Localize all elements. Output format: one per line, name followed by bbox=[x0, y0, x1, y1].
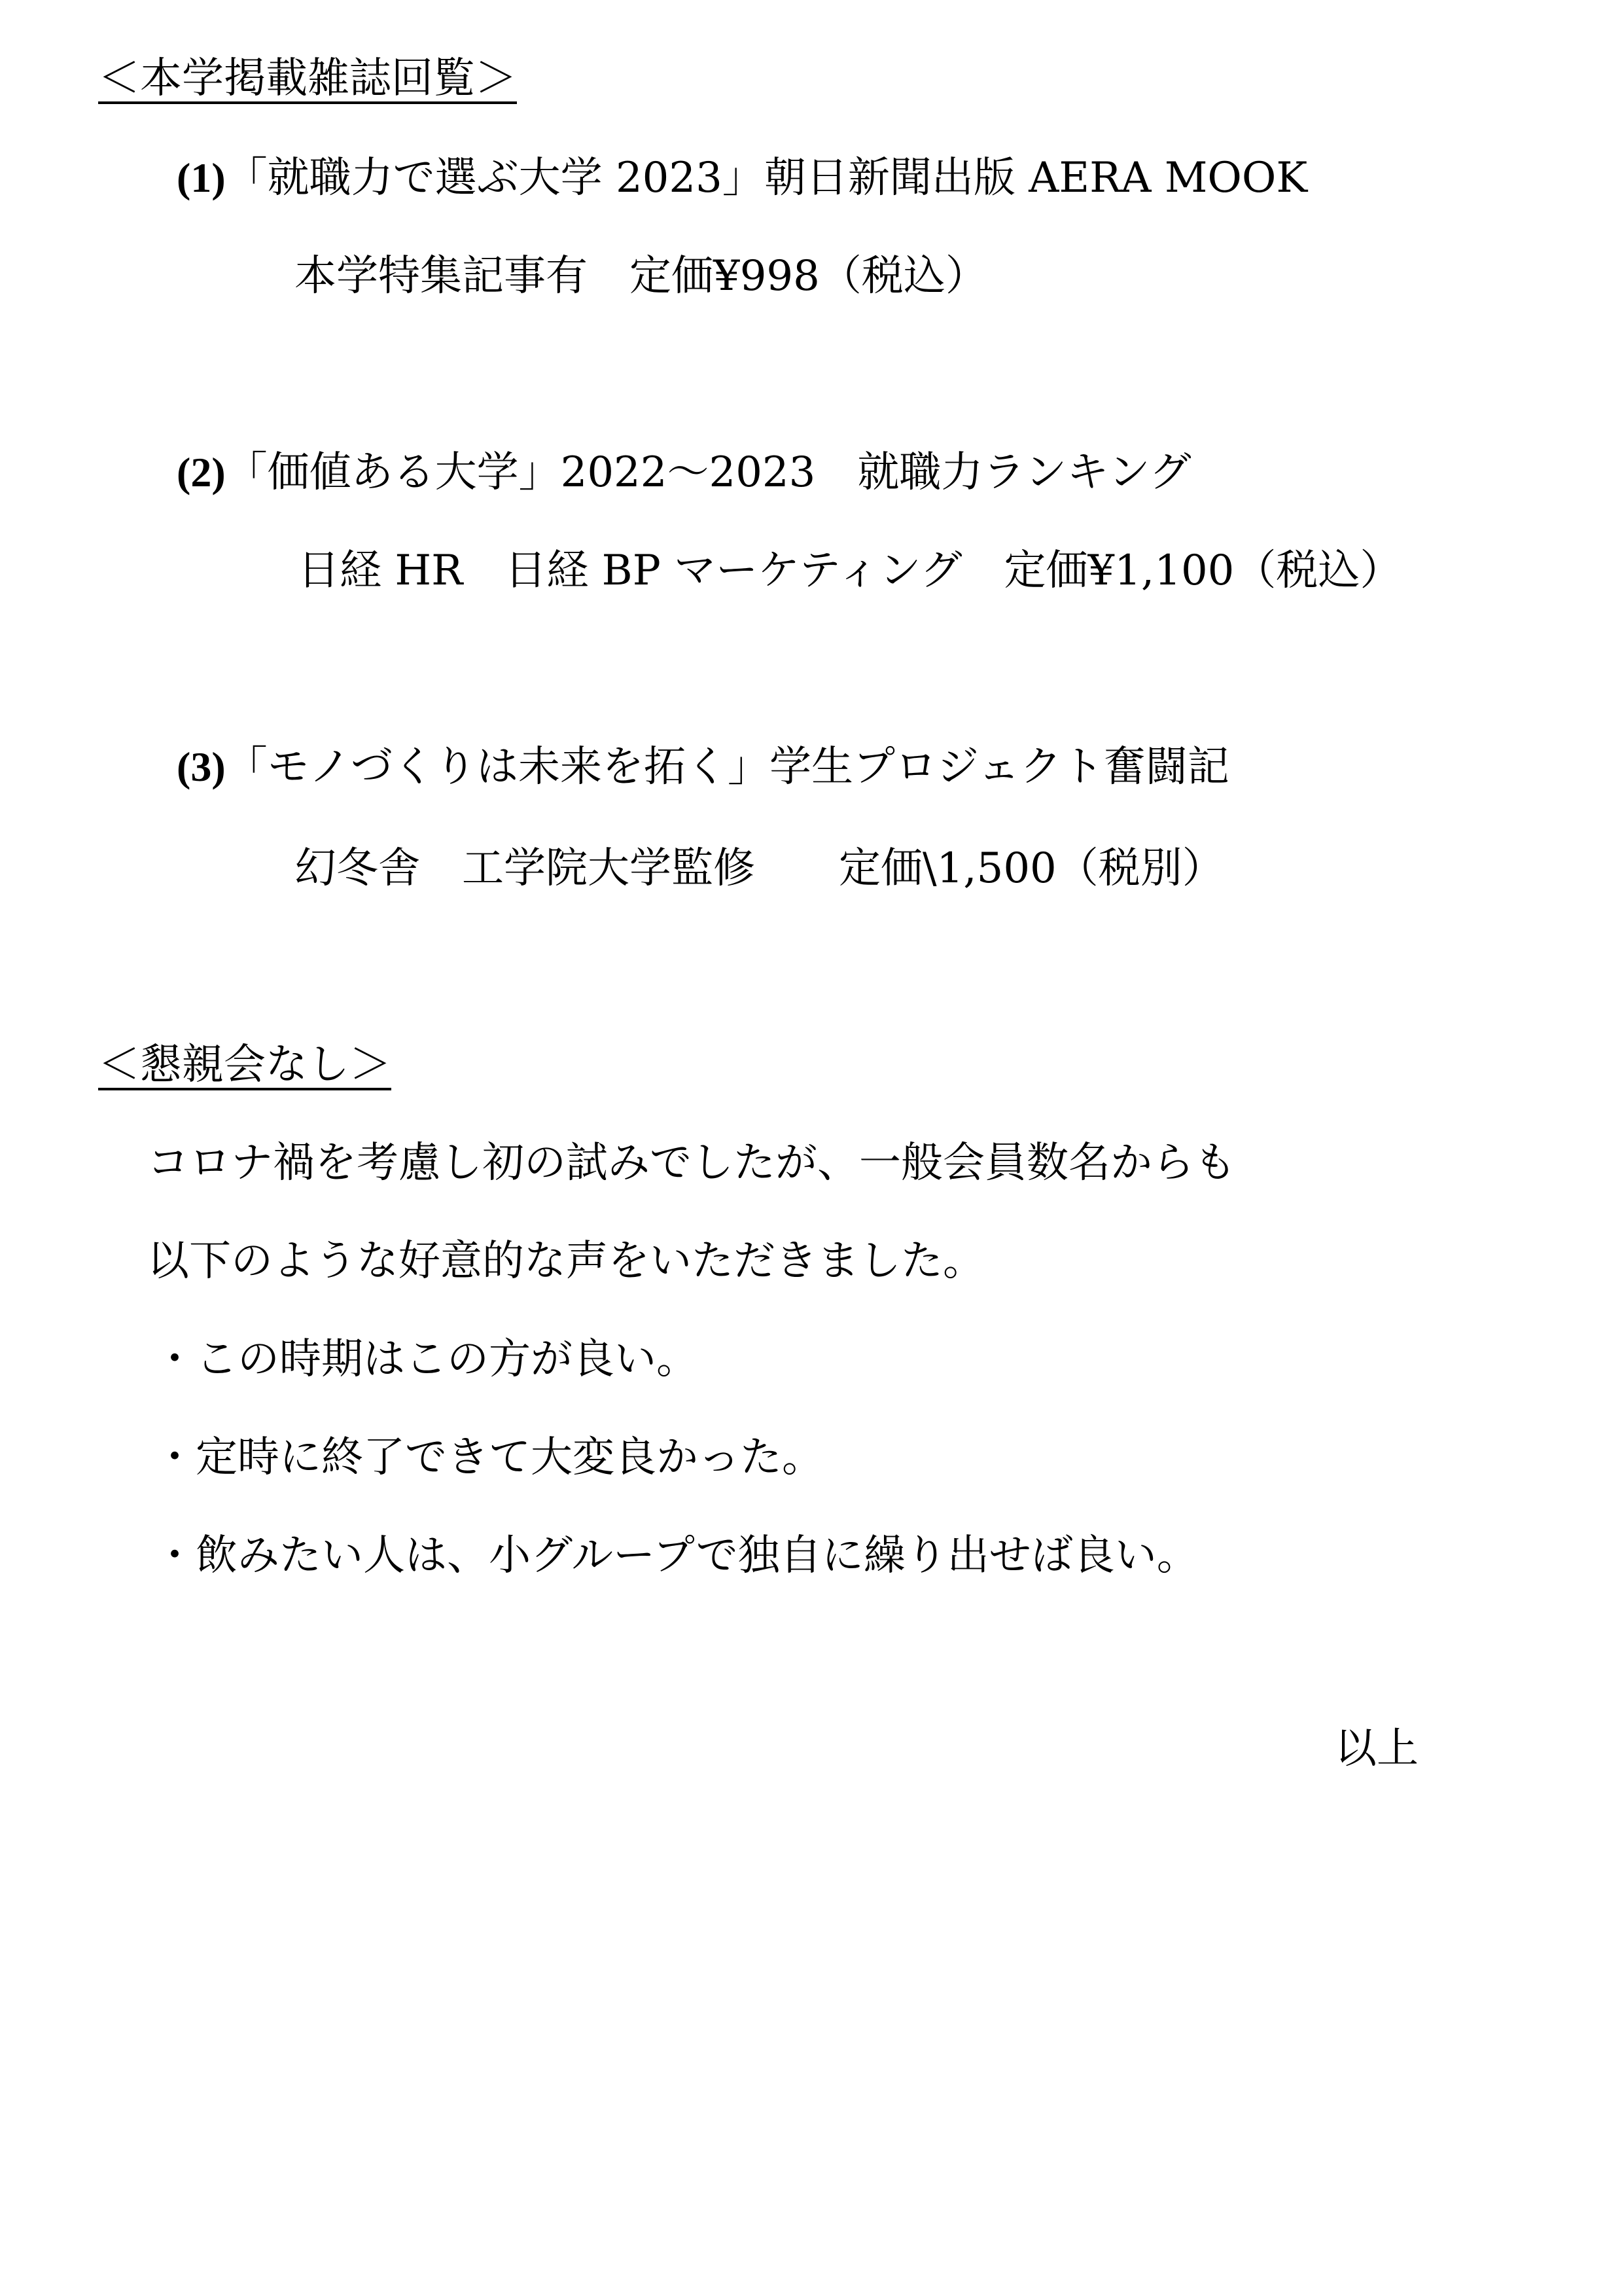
magazine-item-2 bbox=[177, 448, 1192, 497]
magazine-item-3 bbox=[177, 743, 1229, 791]
section-heading-party: ＜懇親会なし＞ bbox=[98, 1041, 391, 1089]
item-number: (1) bbox=[177, 154, 226, 201]
item-title: 「モノづくりは未来を拓く」学生プロジェクト奮闘記 bbox=[225, 743, 1229, 791]
bullet-item-3: ・飲みたい人は、小グループで独自に繰り出せば良い。 bbox=[154, 1532, 1199, 1580]
magazine-item-3-detail: 幻冬舎 工学院大学監修 定価\1,500（税別） bbox=[294, 844, 1224, 893]
magazine-item-1-detail: 本学特集記事有 定価¥998（税込） bbox=[294, 252, 987, 300]
magazine-item-1 bbox=[177, 154, 1308, 202]
item-number: (2) bbox=[177, 449, 226, 495]
bullet-item-2: ・定時に終了できて大変良かった。 bbox=[154, 1433, 824, 1482]
item-number: (3) bbox=[177, 744, 226, 790]
section-heading-magazines: ＜本学掲載雑誌回覧＞ bbox=[98, 54, 517, 103]
paragraph-line-1: コロナ禍を考慮し初の試みでしたが、一般会員数名からも bbox=[147, 1139, 1236, 1187]
item-title: 「価値ある大学」2022～2023 就職力ランキング bbox=[225, 448, 1192, 497]
paragraph-line-2: 以下のような好意的な声をいただきました。 bbox=[147, 1237, 985, 1285]
magazine-item-2-detail: 日経 HR 日経 BP マーケティング 定価¥1,100（税込） bbox=[298, 547, 1402, 595]
bullet-item-1: ・この時期はこの方が良い。 bbox=[154, 1335, 698, 1384]
closing-text: 以上 bbox=[1335, 1725, 1419, 1773]
item-title: 「就職力で選ぶ大学 2023」朝日新聞出版 AERA MOOK bbox=[225, 154, 1308, 202]
